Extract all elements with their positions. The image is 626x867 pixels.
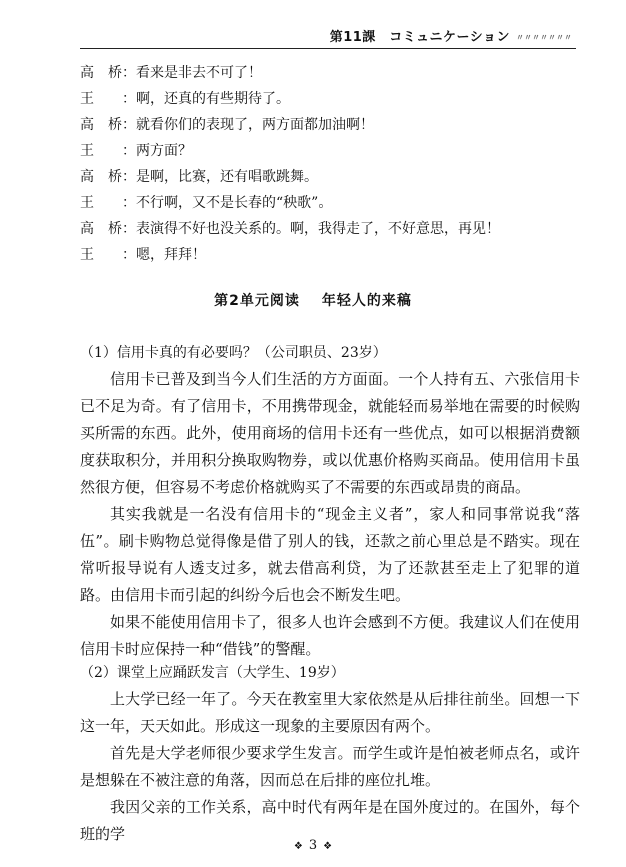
page-footer <box>0 838 626 853</box>
unit-title <box>0 290 626 310</box>
dialogue-text: 不行啊，又不是长春的“秧歌”。 <box>136 195 333 211</box>
dialogue-block <box>80 62 570 270</box>
paragraph: 如果不能使用信用卡了，很多人也许会感到不方便。我建议人们在使用信用卡时应保持一种“借钱”的警醒。 <box>80 613 580 658</box>
dialogue-line <box>80 218 570 244</box>
speaker-name: 高 桥 <box>80 169 122 185</box>
dialogue-line <box>80 62 570 88</box>
colon: ： <box>122 247 136 263</box>
speaker-name: 高 桥 <box>80 65 122 81</box>
article-section-2 <box>80 662 580 848</box>
chapter-title <box>330 26 572 45</box>
colon: ： <box>122 195 136 211</box>
dialogue-line <box>80 114 570 140</box>
colon: ： <box>122 143 136 159</box>
paragraph: 我因父亲的工作关系，高中时代有两年是在国外度过的。在国外，每个班的学 <box>80 798 580 843</box>
dialogue-text: 表演得不好也没关系的。啊，我得走了，不好意思，再见！ <box>136 221 500 237</box>
dialogue-line <box>80 140 570 166</box>
dialogue-line <box>80 166 570 192</box>
unit-title-text: 年轻人的来稿 <box>321 293 412 309</box>
article-section-1 <box>80 342 580 663</box>
colon: ： <box>122 65 136 81</box>
paragraph: 其实我就是一名没有信用卡的“现金主义者”，家人和同事常说我“落伍”。刷卡购物总觉得像是借了别人的钱，还款之前心里总是不踏实。现在常听报导说有人透支过多，就去借高利贷，为了还款甚至走上了犯罪的道路。由信用卡而引起的纠纷今后也会不断发生吧。 <box>80 505 580 604</box>
ornament-left-icon: ❖ <box>293 841 303 852</box>
speaker-name: 高 桥 <box>80 221 122 237</box>
dialogue-text: 嗯，拜拜！ <box>136 247 206 263</box>
chapter-title-text: 第11課 コミュニケーション <box>329 30 510 45</box>
header-decoration: 〃〃〃〃〃〃〃 <box>516 33 572 42</box>
colon: ： <box>122 169 136 185</box>
colon: ： <box>122 117 136 133</box>
dialogue-text: 是啊，比赛，还有唱歌跳舞。 <box>136 169 318 185</box>
colon: ： <box>122 221 136 237</box>
page-number: 3 <box>308 838 318 853</box>
header-rule <box>80 48 576 49</box>
paragraph: 首先是大学老师很少要求学生发言。而学生或许是怕被老师点名，或许是想躲在不被注意的角落，因而总在后排的座位扎堆。 <box>80 744 580 789</box>
ornament-right-icon: ❖ <box>323 841 333 852</box>
dialogue-text: 啊，还真的有些期待了。 <box>136 91 290 107</box>
dialogue-line <box>80 192 570 218</box>
unit-label: 第2单元阅读 <box>214 293 300 309</box>
running-header <box>0 26 626 46</box>
dialogue-text: 两方面？ <box>136 143 192 159</box>
dialogue-text: 就看你们的表现了，两方面都加油啊！ <box>136 117 374 133</box>
dialogue-line <box>80 244 570 270</box>
speaker-name: 王 <box>80 247 94 263</box>
speaker-name: 王 <box>80 143 94 159</box>
colon: ： <box>122 91 136 107</box>
dialogue-text: 看来是非去不可了！ <box>136 65 262 81</box>
speaker-name: 王 <box>80 195 94 211</box>
section-heading: （2）课堂上应踊跃发言（大学生、19岁） <box>80 665 345 681</box>
speaker-name: 高 桥 <box>80 117 122 133</box>
speaker-name: 王 <box>80 91 94 107</box>
paragraph: 信用卡已普及到当今人们生活的方方面面。一个人持有五、六张信用卡已不足为奇。有了信用卡，不用携带现金，就能轻而易举地在需要的时候购买所需的东西。此外，使用商场的信用卡还有一些优点，如可以根据消费额度获取积分，并用积分换取购物券，或以优惠价格购买商品。使用信用卡虽然很方便，但容易不考虑价格就购买了不需要的东西或昂贵的商品。 <box>80 370 580 496</box>
section-heading: （1）信用卡真的有必要吗？（公司职员、23岁） <box>80 345 387 361</box>
paragraph: 上大学已经一年了。今天在教室里大家依然是从后排往前坐。回想一下这一年，天天如此。形成这一现象的主要原因有两个。 <box>80 690 580 735</box>
dialogue-line <box>80 88 570 114</box>
